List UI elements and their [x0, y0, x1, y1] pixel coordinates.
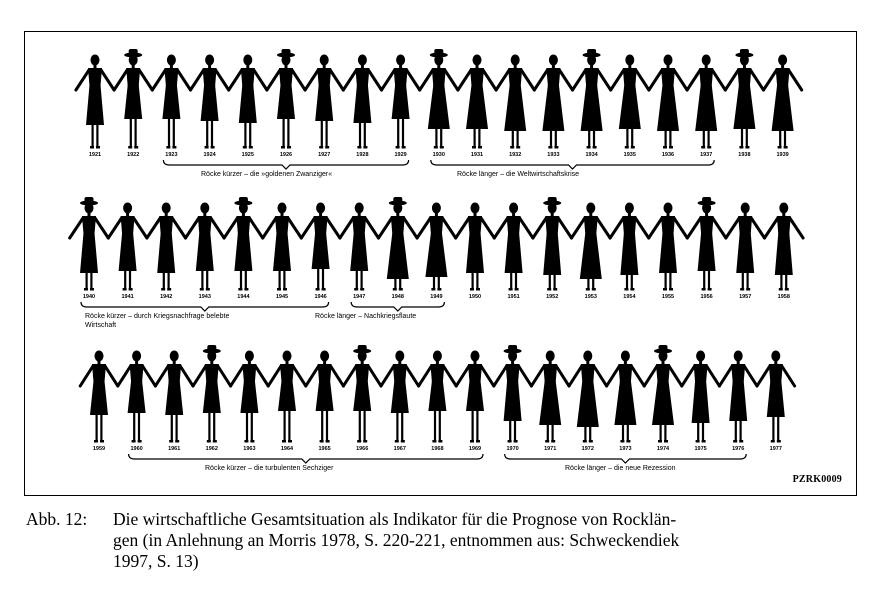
woman-figure [76, 55, 114, 149]
year-label: 1928 [356, 152, 369, 158]
woman-figure [155, 351, 193, 443]
year-label: 1941 [121, 294, 134, 300]
year-label: 1973 [619, 446, 632, 452]
year-label: 1935 [623, 152, 636, 158]
year-label: 1975 [694, 446, 707, 452]
year-label: 1921 [88, 152, 102, 158]
year-label: 1962 [205, 446, 218, 452]
woman-figure [757, 351, 795, 443]
year-label: 1966 [356, 446, 369, 452]
year-label: 1969 [468, 446, 482, 452]
figure-row [76, 49, 802, 178]
period-annotation: Röcke länger – Nachkriegsflaute [315, 313, 417, 320]
woman-figure [456, 351, 494, 443]
woman-figure [533, 197, 572, 291]
woman-figure [765, 203, 804, 291]
year-label: 1964 [280, 446, 294, 452]
woman-figure [458, 55, 496, 149]
year-label: 1954 [623, 294, 636, 300]
period-annotation: Wirtschaft [85, 322, 117, 329]
woman-figure [719, 351, 757, 443]
woman-figure [725, 49, 763, 149]
woman-figure [573, 49, 611, 149]
period-bracket [351, 302, 444, 311]
period-annotation: Röcke länger – die Weltwirtschaftskrise [457, 171, 580, 178]
woman-figure [607, 351, 645, 443]
woman-figure [229, 55, 267, 149]
woman-figure [610, 203, 649, 291]
caption-text [113, 509, 833, 572]
period-bracket [81, 302, 329, 311]
skirt-length-figure [25, 32, 856, 495]
woman-figure [231, 351, 269, 443]
year-label: 1958 [777, 294, 790, 300]
woman-figure [494, 203, 533, 291]
woman-figure [687, 55, 725, 149]
woman-figure [726, 203, 765, 291]
year-label: 1955 [661, 294, 675, 300]
year-label: 1956 [700, 294, 713, 300]
year-label: 1959 [92, 446, 106, 452]
year-label: 1952 [546, 294, 559, 300]
year-label: 1927 [318, 152, 331, 158]
year-label: 1943 [198, 294, 211, 300]
woman-figure [224, 197, 263, 291]
year-label: 1942 [160, 294, 173, 300]
caption-line: gen (in Anlehnung an Morris 1978, S. 220-221, entnommen aus: Schweckendiek [113, 530, 680, 550]
woman-figure [649, 55, 687, 149]
year-label: 1953 [584, 294, 597, 300]
woman-figure [70, 197, 109, 291]
year-label: 1951 [507, 294, 520, 300]
period-annotation: Röcke kürzer – durch Kriegsnachfrage belebte [85, 313, 230, 320]
woman-figure [301, 203, 340, 291]
woman-figure [152, 55, 190, 149]
caption-line: 1997, S. 13) [113, 551, 199, 571]
year-label: 1923 [165, 152, 178, 158]
period-bracket [505, 454, 747, 463]
woman-figure [263, 203, 302, 291]
year-label: 1938 [738, 152, 751, 158]
year-label: 1939 [776, 152, 789, 158]
woman-figure [343, 345, 381, 443]
period-annotation: Röcke länger – die neue Rezession [565, 465, 676, 472]
woman-figure [456, 203, 495, 291]
woman-figure [379, 197, 418, 291]
year-label: 1925 [241, 152, 254, 158]
woman-figure [306, 351, 344, 443]
woman-figure [682, 351, 720, 443]
woman-figure [147, 203, 186, 291]
year-label: 1972 [581, 446, 594, 452]
woman-figure [186, 203, 225, 291]
caption-line: Die wirtschaftliche Gesamtsituation als Indikator für die Prognose von Rocklän- [113, 509, 677, 529]
year-label: 1946 [314, 294, 327, 300]
woman-figure [114, 49, 152, 149]
year-label: 1950 [468, 294, 482, 300]
year-label: 1947 [353, 294, 366, 300]
year-label: 1930 [432, 152, 445, 158]
woman-figure [118, 351, 156, 443]
woman-figure [611, 55, 649, 149]
woman-figure [343, 55, 381, 149]
year-label: 1948 [391, 294, 404, 300]
year-label: 1940 [82, 294, 96, 300]
woman-figure [193, 345, 231, 443]
woman-figure [494, 345, 532, 443]
woman-figure [531, 351, 569, 443]
woman-figure [419, 351, 457, 443]
woman-figure [572, 203, 611, 291]
year-label: 1963 [243, 446, 256, 452]
year-label: 1968 [431, 446, 444, 452]
woman-figure [496, 55, 534, 149]
woman-figure [191, 55, 229, 149]
woman-figure [381, 351, 419, 443]
woman-figure [80, 351, 118, 443]
year-label: 1949 [430, 294, 443, 300]
figure-frame [24, 31, 857, 496]
year-label: 1977 [769, 446, 782, 452]
woman-figure [268, 351, 306, 443]
year-label: 1960 [130, 446, 143, 452]
figure-row [80, 345, 794, 472]
woman-figure [382, 55, 420, 149]
woman-figure [649, 203, 688, 291]
year-label: 1937 [700, 152, 713, 158]
period-bracket [129, 454, 483, 463]
year-label: 1922 [127, 152, 140, 158]
year-label: 1974 [656, 446, 670, 452]
year-label: 1936 [661, 152, 675, 158]
period-annotation: Röcke kürzer – die »goldenen Zwanziger« [201, 171, 333, 178]
year-label: 1934 [585, 152, 598, 158]
year-label: 1931 [470, 152, 484, 158]
year-label: 1929 [394, 152, 407, 158]
woman-figure [267, 49, 305, 149]
woman-figure [644, 345, 682, 443]
figure-code: PZRK0009 [792, 474, 842, 485]
woman-figure [417, 203, 456, 291]
year-label: 1965 [318, 446, 331, 452]
year-label: 1971 [544, 446, 557, 452]
period-bracket [163, 160, 408, 169]
woman-figure [569, 351, 607, 443]
woman-figure [420, 49, 458, 149]
woman-figure [687, 197, 726, 291]
period-bracket [431, 160, 714, 169]
woman-figure [108, 203, 147, 291]
year-label: 1945 [275, 294, 289, 300]
year-label: 1967 [393, 446, 406, 452]
caption-label: Abb. 12: [26, 509, 88, 529]
year-label: 1961 [168, 446, 181, 452]
woman-figure [305, 55, 343, 149]
year-label: 1957 [739, 294, 752, 300]
figure-row [70, 197, 803, 329]
period-annotation: Röcke kürzer – die turbulenten Sechziger [205, 465, 334, 472]
year-label: 1976 [732, 446, 745, 452]
year-label: 1926 [279, 152, 293, 158]
woman-figure [534, 55, 572, 149]
year-label: 1970 [506, 446, 519, 452]
year-label: 1944 [237, 294, 250, 300]
year-label: 1933 [547, 152, 560, 158]
woman-figure [340, 203, 379, 291]
year-label: 1924 [203, 152, 216, 158]
year-label: 1932 [509, 152, 522, 158]
woman-figure [764, 55, 802, 149]
